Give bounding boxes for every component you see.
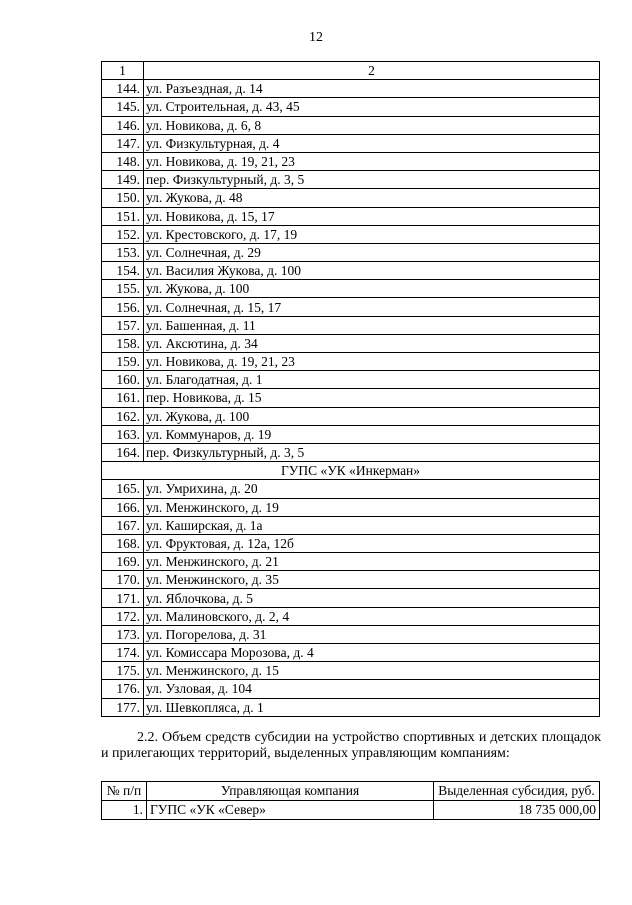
page-number: 12 <box>309 30 323 45</box>
row-address: ул. Солнечная, д. 15, 17 <box>144 298 600 316</box>
table-row <box>102 134 600 152</box>
group-title: ГУПС «УК «Инкерман» <box>102 462 600 480</box>
row-address: ул. Разъездная, д. 14 <box>144 80 600 98</box>
table-row <box>102 189 600 207</box>
row-address: ул. Менжинского, д. 21 <box>144 553 600 571</box>
row-number: 169. <box>102 553 144 571</box>
row-number: 147. <box>102 134 144 152</box>
table-row <box>102 371 600 389</box>
table-row <box>102 571 600 589</box>
subsidy-header-company: Управляющая компания <box>147 782 434 801</box>
row-number: 162. <box>102 407 144 425</box>
section-2-2-text: 2.2. Объем средств субсидии на устройство спортивных и детских площадок и прилегающих территорий, выделенных управляющим компаниям: <box>101 730 601 761</box>
table-row <box>102 316 600 334</box>
row-address: ул. Каширская, д. 1а <box>144 516 600 534</box>
row-number: 163. <box>102 425 144 443</box>
row-number: 155. <box>102 280 144 298</box>
row-number: 148. <box>102 152 144 170</box>
row-address: ул. Менжинского, д. 15 <box>144 662 600 680</box>
row-number: 159. <box>102 353 144 371</box>
table-row <box>102 207 600 225</box>
row-number: 164. <box>102 443 144 461</box>
table-row <box>102 553 600 571</box>
row-number: 146. <box>102 116 144 134</box>
row-number: 149. <box>102 171 144 189</box>
address-table <box>101 61 600 717</box>
table-row <box>102 171 600 189</box>
row-address: ул. Василия Жукова, д. 100 <box>144 262 600 280</box>
row-number: 157. <box>102 316 144 334</box>
subsidy-header-row <box>102 782 600 801</box>
rows-before-group <box>102 80 600 462</box>
row-address: пер. Новикова, д. 15 <box>144 389 600 407</box>
subsidy-row-company: ГУПС «УК «Север» <box>147 801 434 820</box>
row-address: ул. Шевкопляса, д. 1 <box>144 698 600 716</box>
table-row <box>102 225 600 243</box>
row-number: 175. <box>102 662 144 680</box>
row-number: 168. <box>102 534 144 552</box>
row-number: 176. <box>102 680 144 698</box>
table-row <box>102 480 600 498</box>
subsidy-row-number: 1. <box>102 801 147 820</box>
row-address: ул. Менжинского, д. 19 <box>144 498 600 516</box>
subsidy-row <box>102 801 600 820</box>
table-row <box>102 589 600 607</box>
table-row <box>102 80 600 98</box>
table-row <box>102 698 600 716</box>
header-col-2: 2 <box>144 62 600 80</box>
row-number: 153. <box>102 243 144 261</box>
table-row <box>102 243 600 261</box>
table-row <box>102 443 600 461</box>
table-row <box>102 389 600 407</box>
row-number: 170. <box>102 571 144 589</box>
table-row <box>102 425 600 443</box>
row-number: 151. <box>102 207 144 225</box>
row-number: 172. <box>102 607 144 625</box>
section-2-2-paragraph <box>101 730 601 762</box>
group-title-row <box>102 462 600 480</box>
row-number: 144. <box>102 80 144 98</box>
row-number: 165. <box>102 480 144 498</box>
row-number: 156. <box>102 298 144 316</box>
row-number: 154. <box>102 262 144 280</box>
table-row <box>102 262 600 280</box>
row-address: ул. Физкультурная, д. 4 <box>144 134 600 152</box>
table-row <box>102 607 600 625</box>
subsidy-header-number: № п/п <box>102 782 147 801</box>
row-number: 161. <box>102 389 144 407</box>
table-row <box>102 516 600 534</box>
row-address: ул. Яблочкова, д. 5 <box>144 589 600 607</box>
row-address: ул. Крестовского, д. 17, 19 <box>144 225 600 243</box>
row-address: ул. Коммунаров, д. 19 <box>144 425 600 443</box>
row-address: пер. Физкультурный, д. 3, 5 <box>144 171 600 189</box>
row-number: 166. <box>102 498 144 516</box>
row-number: 152. <box>102 225 144 243</box>
header-col-1: 1 <box>102 62 144 80</box>
row-address: ул. Новикова, д. 6, 8 <box>144 116 600 134</box>
table-row <box>102 116 600 134</box>
table-header-row <box>102 62 600 80</box>
row-address: ул. Умрихина, д. 20 <box>144 480 600 498</box>
row-address: ул. Малиновского, д. 2, 4 <box>144 607 600 625</box>
row-address: ул. Комиссара Морозова, д. 4 <box>144 644 600 662</box>
table-row <box>102 334 600 352</box>
row-address: ул. Менжинского, д. 35 <box>144 571 600 589</box>
rows-after-group <box>102 480 600 716</box>
row-number: 177. <box>102 698 144 716</box>
table-row <box>102 353 600 371</box>
row-address: ул. Жукова, д. 48 <box>144 189 600 207</box>
table-row <box>102 534 600 552</box>
subsidy-row-amount: 18 735 000,00 <box>434 801 600 820</box>
table-row <box>102 152 600 170</box>
row-address: ул. Жукова, д. 100 <box>144 407 600 425</box>
row-address: пер. Физкультурный, д. 3, 5 <box>144 443 600 461</box>
table-row <box>102 280 600 298</box>
row-address: ул. Новикова, д. 15, 17 <box>144 207 600 225</box>
table-row <box>102 644 600 662</box>
row-address: ул. Погорелова, д. 31 <box>144 625 600 643</box>
row-number: 158. <box>102 334 144 352</box>
row-address: ул. Новикова, д. 19, 21, 23 <box>144 353 600 371</box>
row-address: ул. Жукова, д. 100 <box>144 280 600 298</box>
row-number: 171. <box>102 589 144 607</box>
row-address: ул. Новикова, д. 19, 21, 23 <box>144 152 600 170</box>
row-number: 160. <box>102 371 144 389</box>
row-address: ул. Аксютина, д. 34 <box>144 334 600 352</box>
row-address: ул. Строительная, д. 43, 45 <box>144 98 600 116</box>
row-number: 174. <box>102 644 144 662</box>
table-row <box>102 407 600 425</box>
table-row <box>102 680 600 698</box>
row-address: ул. Благодатная, д. 1 <box>144 371 600 389</box>
row-address: ул. Солнечная, д. 29 <box>144 243 600 261</box>
table-row <box>102 298 600 316</box>
row-address: ул. Фруктовая, д. 12а, 12б <box>144 534 600 552</box>
table-row <box>102 498 600 516</box>
row-number: 150. <box>102 189 144 207</box>
row-address: ул. Башенная, д. 11 <box>144 316 600 334</box>
row-number: 145. <box>102 98 144 116</box>
row-address: ул. Узловая, д. 104 <box>144 680 600 698</box>
table-row <box>102 98 600 116</box>
table-row <box>102 625 600 643</box>
row-number: 173. <box>102 625 144 643</box>
table-row <box>102 662 600 680</box>
subsidy-table <box>101 781 600 820</box>
row-number: 167. <box>102 516 144 534</box>
subsidy-header-amount: Выделенная субсидия, руб. <box>434 782 600 801</box>
